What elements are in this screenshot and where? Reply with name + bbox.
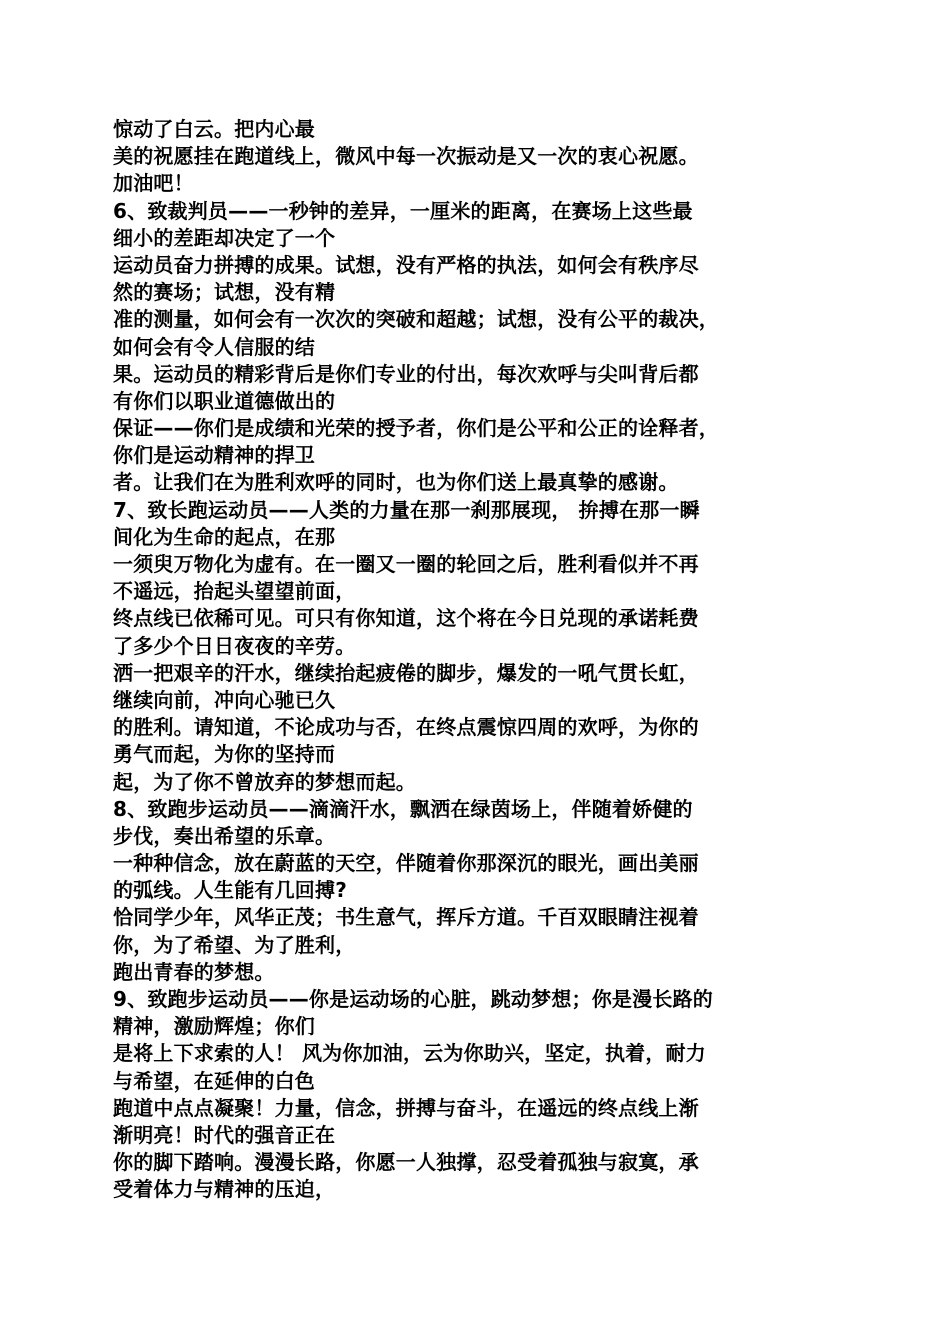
text-line: 细小的差距却决定了一个 bbox=[113, 225, 336, 250]
text-line: 一须臾万物化为虚有。在一圈又一圈的轮回之后，胜利看似并不再 bbox=[113, 552, 699, 576]
text-line: 你的脚下踏响。漫漫长路，你愿一人独撑，忍受着孤独与寂寞，承 bbox=[113, 1150, 699, 1175]
text-line: 者。让我们在为胜利欢呼的同时，也为你们送上最真挚的感谢。 bbox=[113, 470, 679, 495]
text-line: 是将上下求索的人！ 风为你加油，云为你助兴，坚定，执着，耐力 bbox=[113, 1041, 706, 1066]
text-line: 如何会有令人信服的结 bbox=[113, 334, 315, 359]
text-line: 7、致长跑运动员——人类的力量在那一刹那展现， 拚搏在那一瞬 bbox=[113, 497, 700, 522]
text-line: 洒一把艰辛的汗水，继续抬起疲倦的脚步，爆发的一吼气贯长虹， bbox=[113, 660, 699, 685]
text-line: 的弧线。人生能有几回搏? bbox=[113, 878, 348, 903]
text-line: 起，为了你不曾放弃的梦想而起。 bbox=[113, 769, 416, 794]
text-line: 美的祝愿挂在跑道线上，微风中每一次振动是又一次的衷心祝愿。 bbox=[113, 144, 699, 169]
text-line: 保证——你们是成绩和光荣的授予者，你们是公平和公正的诠释者， bbox=[113, 416, 719, 441]
text-line: 步伐，奏出希望的乐章。 bbox=[113, 823, 336, 848]
text-line: 与希望，在延伸的白色 bbox=[113, 1068, 315, 1093]
text-line: 精神，激励辉煌；你们 bbox=[113, 1014, 315, 1039]
document-body bbox=[113, 116, 843, 1204]
text-line: 你，为了希望、为了胜利， bbox=[113, 932, 356, 957]
text-line: 加油吧！ bbox=[113, 171, 194, 196]
text-line: 恰同学少年，风华正茂；书生意气，挥斥方道。千百双眼睛注视着 bbox=[113, 905, 699, 930]
text-line: 了多少个日日夜夜的辛劳。 bbox=[113, 633, 356, 658]
text-line: 继续向前，冲向心驰已久 bbox=[113, 687, 336, 712]
text-line: 准的测量，如何会有一次次的突破和超越；试想，没有公平的裁决， bbox=[113, 307, 719, 332]
text-line: 8、致跑步运动员——滴滴汗水，飘洒在绿茵场上，伴随着娇健的 bbox=[113, 796, 693, 821]
text-line: 间化为生命的起点，在那 bbox=[113, 524, 336, 549]
text-line: 跑出青春的梦想。 bbox=[113, 959, 275, 984]
text-line: 6、致裁判员——一秒钟的差异，一厘米的距离，在赛场上这些最 bbox=[113, 198, 693, 223]
text-line: 你们是运动精神的捍卫 bbox=[113, 443, 315, 468]
text-line: 渐明亮！时代的强音正在 bbox=[113, 1122, 336, 1147]
text-line: 9、致跑步运动员——你是运动场的心脏，跳动梦想；你是漫长路的 bbox=[113, 987, 713, 1011]
text-line: 不遥远，抬起头望望前面， bbox=[113, 579, 356, 604]
text-line: 有你们以职业道德做出的 bbox=[113, 388, 336, 413]
text-line: 跑道中点点凝聚！力量，信念，拼搏与奋斗，在遥远的终点线上渐 bbox=[113, 1095, 699, 1120]
text-line: 惊动了白云。把内心最 bbox=[113, 117, 315, 141]
text-line: 终点线已依稀可见。可只有你知道，这个将在今日兑现的承诺耗费 bbox=[113, 606, 699, 631]
text-line: 勇气而起，为你的坚持而 bbox=[113, 742, 336, 767]
text-line: 受着体力与精神的压迫， bbox=[113, 1177, 336, 1202]
text-line: 一种种信念，放在蔚蓝的天空，伴随着你那深沉的眼光，画出美丽 bbox=[113, 851, 699, 876]
text-line: 果。运动员的精彩背后是你们专业的付出，每次欢呼与尖叫背后都 bbox=[113, 361, 699, 386]
text-line: 的胜利。请知道，不论成功与否，在终点震惊四周的欢呼，为你的 bbox=[113, 715, 699, 740]
text-line: 然的赛场；试想，没有精 bbox=[113, 280, 336, 305]
text-line: 运动员奋力拼搏的成果。试想，没有严格的执法，如何会有秩序尽 bbox=[113, 252, 699, 277]
